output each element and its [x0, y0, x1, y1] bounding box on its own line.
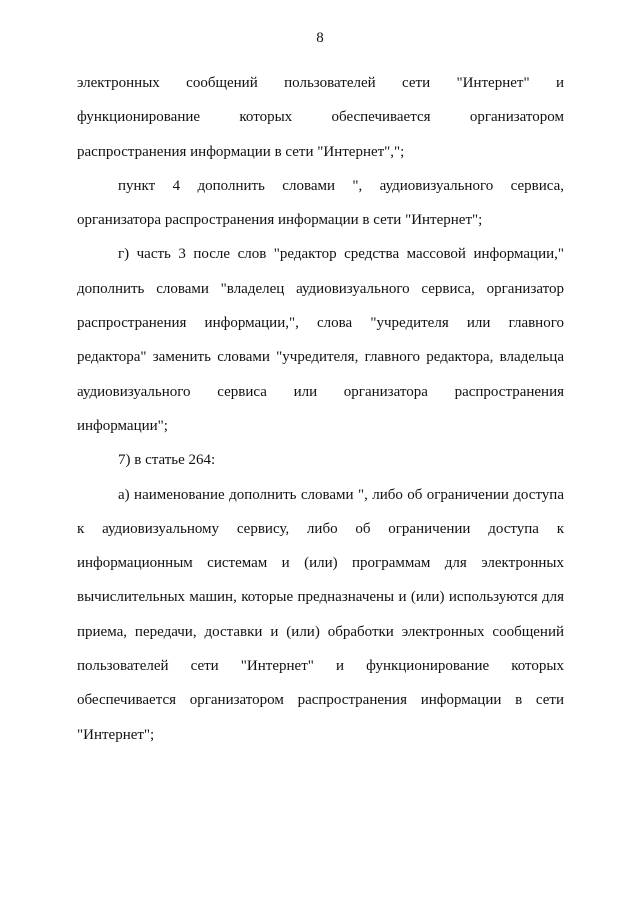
- document-body: [77, 66, 564, 752]
- text-line: обеспечивается организатором распространения информации в сети: [77, 692, 564, 709]
- text-line: информации";: [77, 417, 168, 434]
- text-line: информационным системам и (или) программам для электронных: [77, 555, 564, 572]
- text-line: электронных сообщений пользователей сети "Интернет" и: [77, 75, 564, 91]
- text-line: пользователей сети "Интернет" и функционирование которых: [77, 658, 564, 675]
- text-line: распространения информации в сети "Интернет",";: [77, 143, 405, 160]
- text-line: распространения информации,", слова "учредителя или главного: [77, 315, 564, 332]
- text-line: редактора" заменить словами "учредителя, главного редактора, владельца: [77, 349, 564, 366]
- paragraph-subitem-a: [77, 478, 564, 752]
- paragraph-subitem-g: [77, 237, 564, 443]
- page-number: 8: [316, 30, 324, 46]
- text-line: аудиовизуального сервиса или организатора распространения: [77, 383, 564, 400]
- text-line: г) часть 3 после слов "редактор средства массовой информации,": [118, 246, 564, 263]
- text-line: организатора распространения информации в сети "Интернет";: [77, 212, 483, 229]
- paragraph-point-4: [77, 169, 564, 238]
- text-line: дополнить словами "владелец аудиовизуального сервиса, организатор: [77, 280, 564, 297]
- text-line: 7) в статье 264:: [118, 452, 216, 469]
- text-line: пункт 4 дополнить словами ", аудиовизуального сервиса,: [118, 177, 564, 194]
- text-line: "Интернет";: [77, 726, 155, 743]
- text-line: а) наименование дополнить словами ", либо об ограничении доступа: [118, 486, 564, 503]
- paragraph-item-7: [77, 443, 564, 477]
- text-line: приема, передачи, доставки и (или) обработки электронных сообщений: [77, 623, 564, 640]
- paragraph-continuation: [77, 66, 564, 169]
- text-line: к аудиовизуальному сервису, либо об ограничении доступа к: [77, 520, 564, 537]
- text-line: вычислительных машин, которые предназначены и (или) используются для: [77, 589, 564, 606]
- text-line: функционирование которых обеспечивается организатором: [77, 109, 564, 126]
